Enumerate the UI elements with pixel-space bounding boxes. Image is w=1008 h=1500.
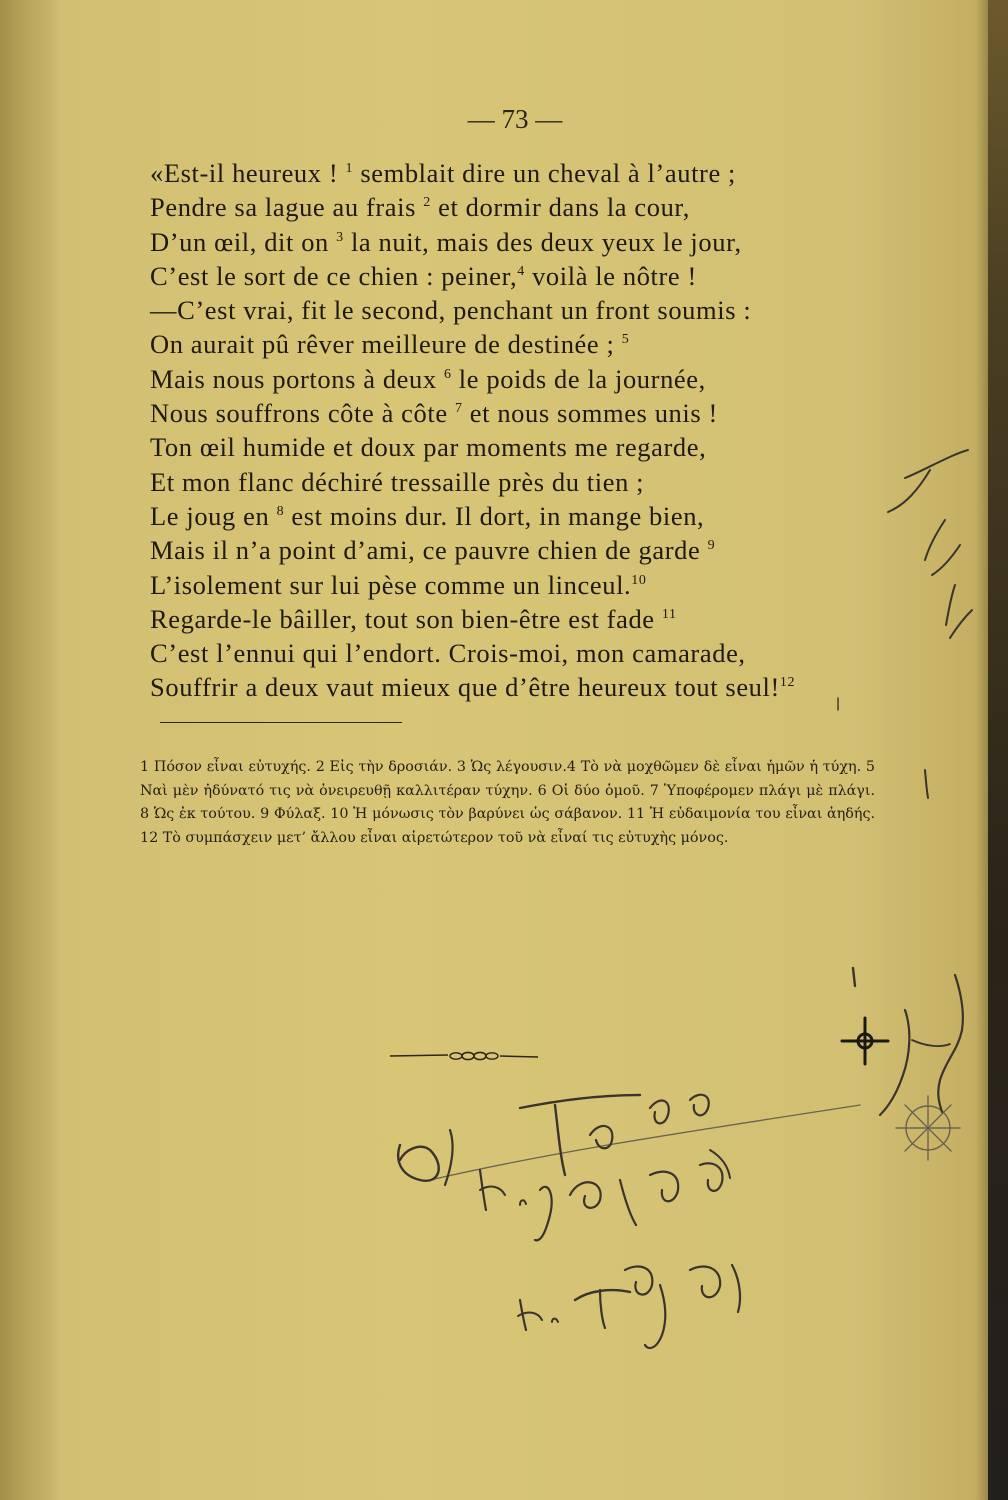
poem-line: On aurait pû rêver meilleure de destinée ; $^5$ [150,329,630,360]
poem-line: L’isolement sur lui pèse comme un linceul.$^{10}$ [150,569,647,600]
footnotes: 1 Πόσον εἶναι εὐτυχής. 2 Εἰς τὴν δροσιάν. 3 Ὡς λέγουσιν.4 Τὸ νὰ μοχθῶμεν δὲ εἶναι ἡμῶν ἡ τύχη. 5 Ναὶ μὲν ἠδύνατό τις νὰ ὀνειρευθῇ καλλιτέραν τύχην. 6 Οἱ δύο ὁμοῦ. 7 Ὑποφέρομεν πλάγι μὲ πλάγι. 8 Ὡς ἐκ τούτου. 9 Φύλαξ. 10 Ἡ μόνωσις τὸν βαρύνει ὡς σάβανον. 11 Ἡ εὐδαιμονία του εἶναι ἀηδής. 12 Τὸ συμπάσχειν μετ’ ἄλλου εἶναι αἱρετώτερον τοῦ νὰ εἶναί τις εὐτυχὴς μόνος. [140,759,875,846]
pencil-star-doodle [896,1096,960,1160]
page-number: — 73 — [467,104,563,134]
book-edge [988,0,1008,1500]
poem-line: Mais nous portons à deux $^6$ le poids de la journée, [150,363,706,394]
poem-line: Ton œil humide et doux par moments me regarde, [150,432,707,463]
poem-line: D’un œil, dit on $^3$ la nuit, mais des deux yeux le jour, [150,226,742,257]
poem-line: —C’est vrai, fit le second, penchant un front soumis : [150,295,752,326]
poem-line: Le joug en $^8$ est moins dur. Il dort, in mange bien, [150,500,705,531]
poem-line: «Est-il heureux ! $^1$ semblait dire un cheval à l’autre ; [150,158,737,188]
poem-line: Et mon flanc déchiré tressaille près du tien ; [150,466,645,497]
poem-line: Regarde-le bâiller, tout son bien-être est fade $^{11}$ [150,603,677,634]
poem-line: C’est le sort de ce chien : peiner,$^4$ voilà le nôtre ! [150,260,697,291]
cross-doodle [842,1018,888,1064]
poem-line: Mais il n’a point d’ami, ce pauvre chien de garde $^9$ [150,535,716,566]
poem-line: Pendre sa lague au frais $^2$ et dormir dans la cour, [150,192,691,223]
poem-line: Nous souffrons côte à côte $^7$ et nous sommes unis ! [150,398,718,429]
poem-line: C’est l’ennui qui l’endort. Crois-moi, mon camarade, [150,638,746,669]
poem-line: Souffrir a deux vaut mieux que d’être heureux tout seul!$^{12}$ [150,672,796,703]
